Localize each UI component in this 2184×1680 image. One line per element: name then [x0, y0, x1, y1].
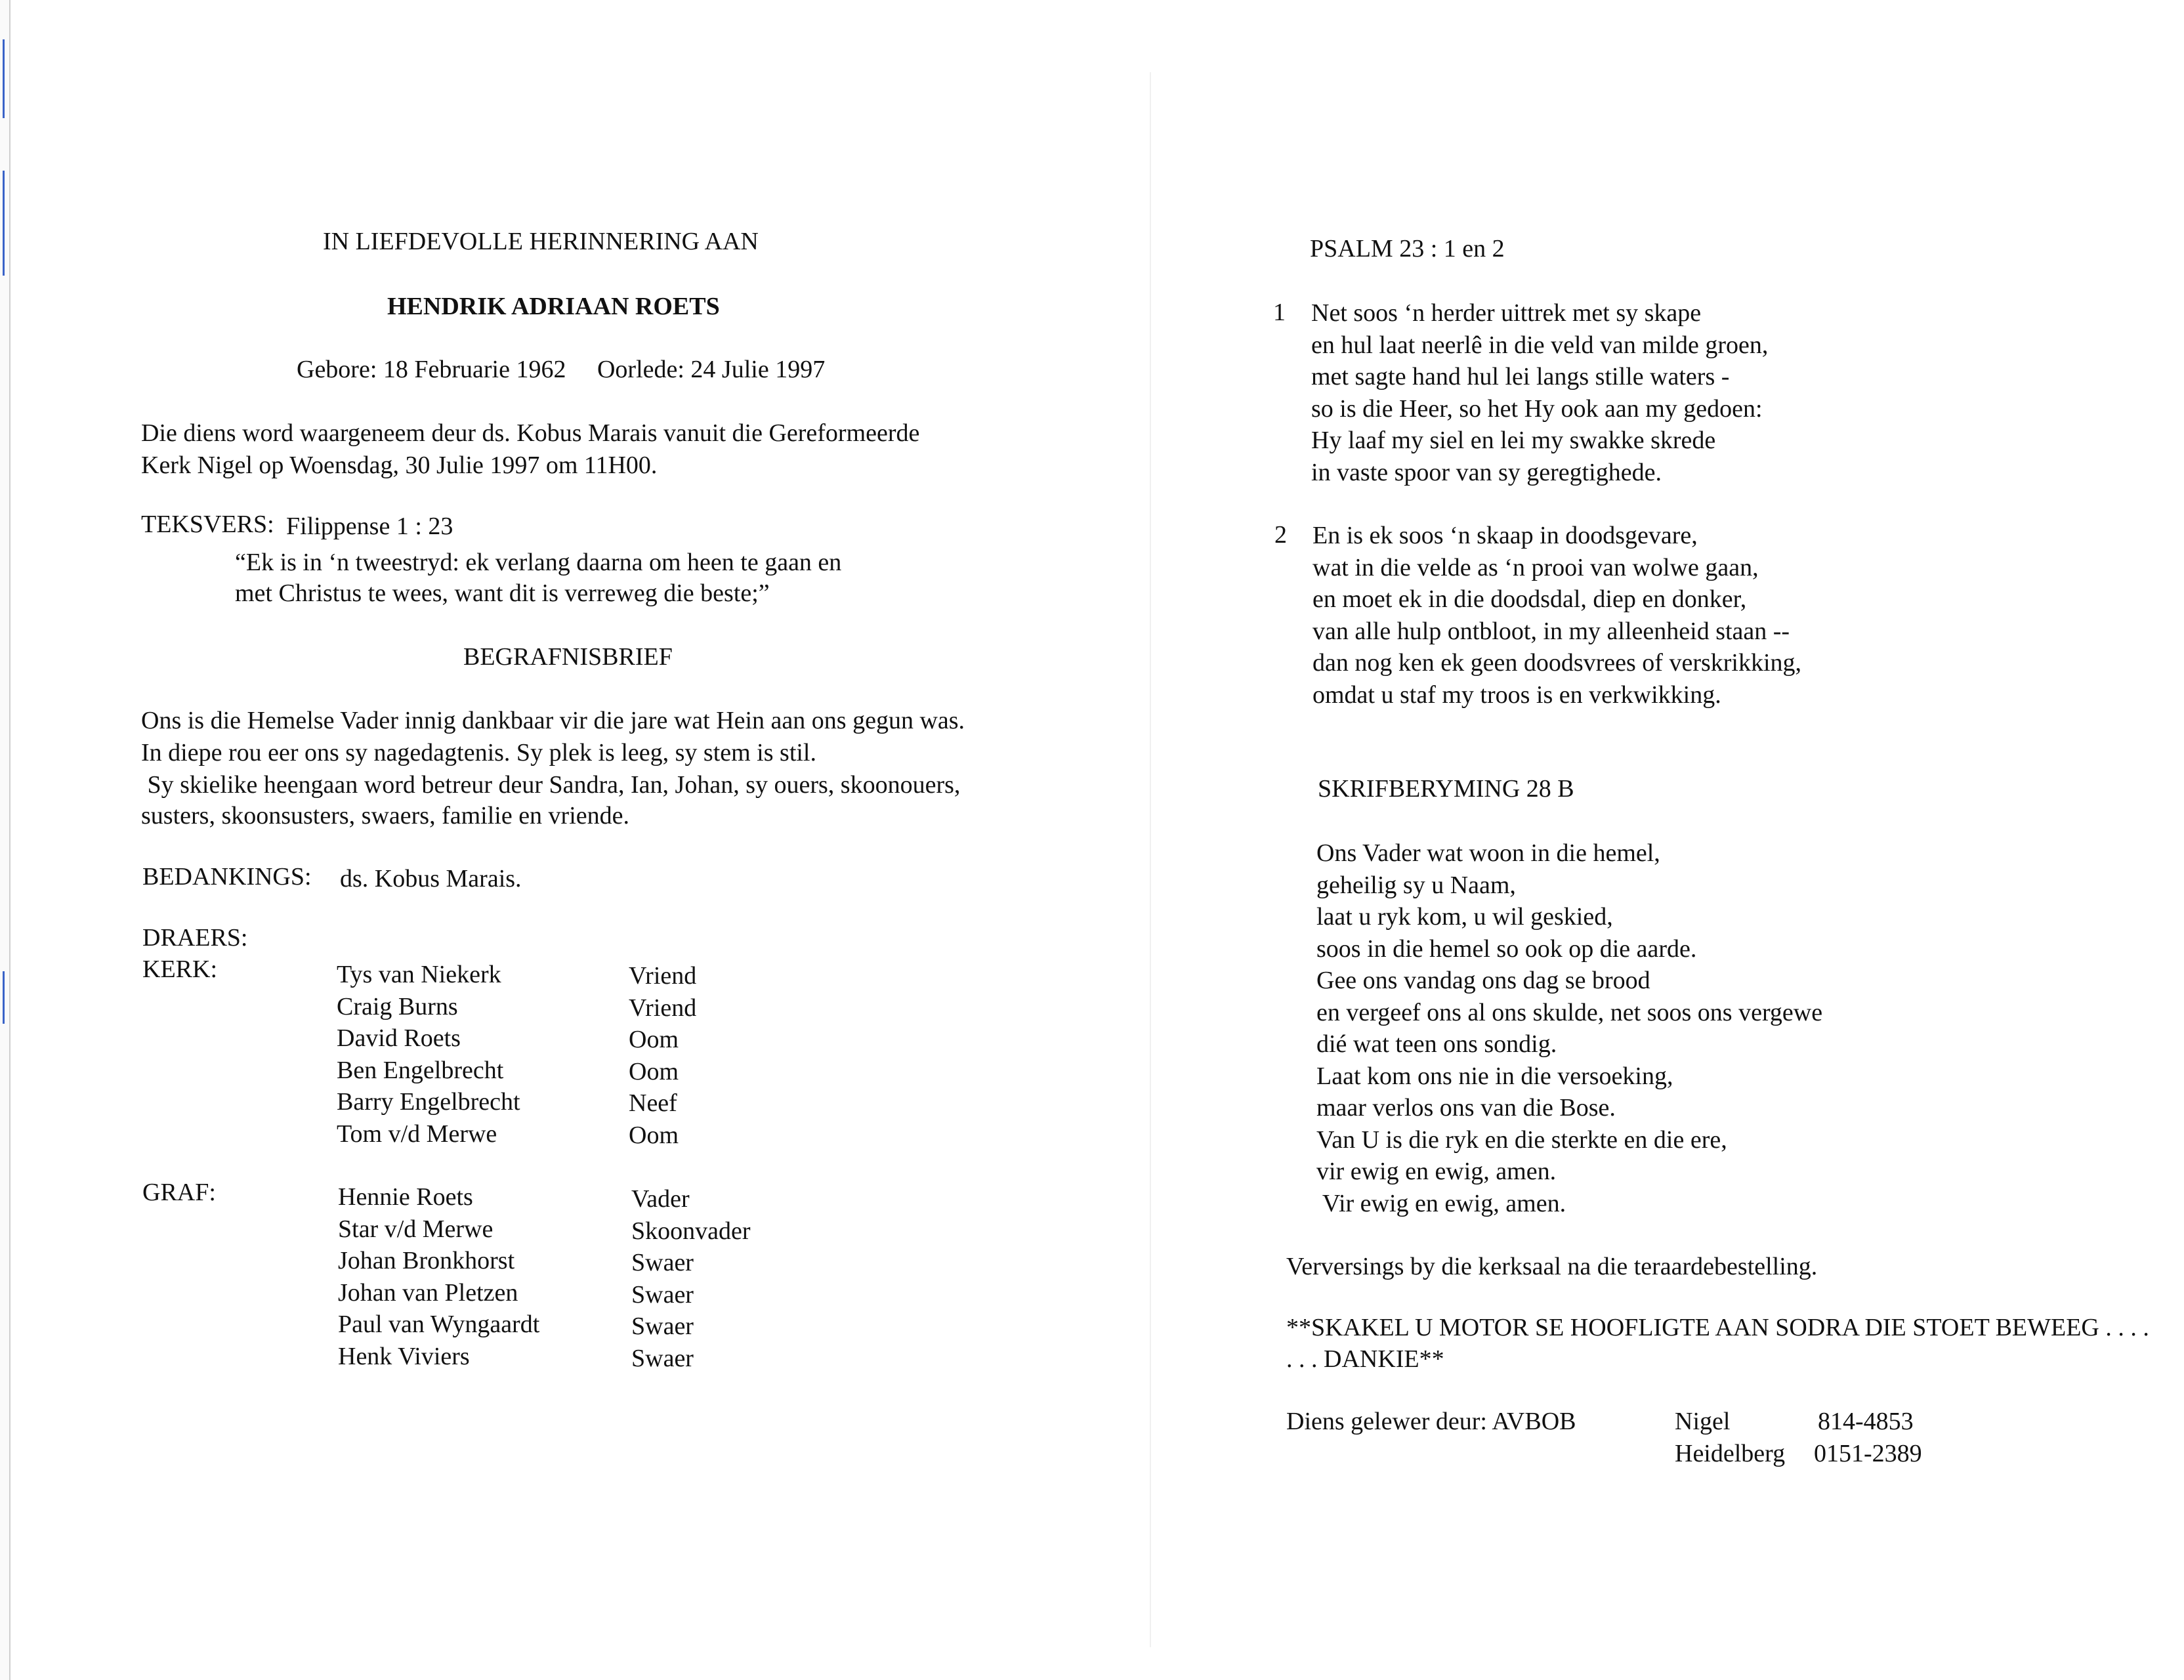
verse-line: en moet ek in die doodsdal, diep en donker,	[1312, 585, 1747, 613]
prayer-line: en vergeef ons al ons skulde, net soos ons vergewe	[1316, 998, 1823, 1026]
verse-line: dan nog ken ek geen doodsvrees of verskrikking,	[1312, 649, 1802, 677]
verse-line: Hy laaf my siel en lei my swakke skrede	[1311, 427, 1716, 454]
graf-relation: Swaer	[631, 1344, 694, 1372]
graf-relation: Swaer	[631, 1249, 694, 1276]
graf-name: Henk Viviers	[338, 1342, 470, 1370]
verse-1-number: 1	[1273, 299, 1286, 326]
kerk-relation: Oom	[629, 1026, 679, 1053]
kerk-relation: Vriend	[629, 994, 697, 1022]
diens-gelewer: Diens gelewer deur: AVBOB	[1286, 1408, 1576, 1435]
contact-phone: 0151-2389	[1814, 1440, 1922, 1467]
prayer-line: soos in die hemel so ook op die aarde.	[1316, 934, 1697, 963]
prayer-line: laat u ryk kom, u wil geskied,	[1316, 903, 1613, 931]
kerk-relation: Oom	[629, 1121, 679, 1149]
verse-line: omdat u staf my troos is en verkwikking.	[1312, 681, 1721, 709]
prayer-line: maar verlos ons van die Bose.	[1316, 1094, 1616, 1122]
prayer-line: Vir ewig en ewig, amen.	[1316, 1189, 1566, 1217]
verse-line: so is die Heer, so het Hy ook aan my gedoen:	[1311, 394, 1763, 423]
edge-ink-mark	[3, 171, 5, 276]
verse-line: in vaste spoor van sy geregtighede.	[1311, 458, 1662, 486]
begrafnisbrief-line-3: Sy skielike heengaan word betreur deur Sandra, Ian, Johan, sy ouers, skoonouers,	[141, 771, 961, 799]
draers-label: DRAERS:	[142, 924, 248, 952]
kerk-name: Barry Engelbrecht	[337, 1088, 520, 1116]
bedankings-label: BEDANKINGS:	[142, 863, 312, 891]
kerk-name: David Roets	[337, 1024, 461, 1052]
graf-name: Hennie Roets	[338, 1183, 473, 1211]
graf-relation: Vader	[631, 1185, 690, 1213]
skrifberyming-title: SKRIFBERYMING 28 B	[1318, 775, 1574, 803]
kerk-names	[337, 959, 520, 1150]
psalm-title: PSALM 23 : 1 en 2	[1310, 235, 1505, 262]
graf-relation: Swaer	[631, 1280, 694, 1309]
verse-line: van alle hulp ontbloot, in my alleenheid staan --	[1312, 617, 1790, 645]
graf-name: Johan van Pletzen	[338, 1278, 518, 1307]
service-line-1: Die diens word waargeneem deur ds. Kobus Marais vanuit die Gereformeerde	[141, 419, 920, 447]
kerk-name: Tys van Niekerk	[337, 961, 501, 988]
page-edge	[0, 0, 10, 1680]
bedankings-value: ds. Kobus Marais.	[340, 865, 522, 892]
kerk-label: KERK:	[142, 956, 217, 983]
service-line-2: Kerk Nigel op Woensdag, 30 Julie 1997 om 11H00.	[141, 452, 658, 479]
prayer-line: geheilig sy u Naam,	[1316, 871, 1516, 899]
graf-name: Star v/d Merwe	[338, 1215, 494, 1243]
teksvers-ref: Filippense 1 : 23	[286, 513, 453, 540]
prayer-line: dié wat teen ons sondig.	[1316, 1030, 1557, 1058]
edge-ink-mark	[3, 39, 5, 118]
begrafnisbrief-line-2: In diepe rou eer ons sy nagedagtenis. Sy plek is leeg, sy stem is stil.	[141, 739, 816, 766]
skakel-notice-2: . . . DANKIE**	[1286, 1345, 1444, 1373]
verse-2-number: 2	[1274, 521, 1287, 549]
graf-names	[338, 1181, 539, 1372]
graf-relations	[631, 1183, 751, 1374]
verse-line: wat in die velde as ‘n prooi van wolwe gaan,	[1312, 553, 1759, 581]
teksvers-quote-1: “Ek is in ‘n tweestryd: ek verlang daarna om heen te gaan en	[235, 549, 842, 576]
deceased-name: HENDRIK ADRIAAN ROETS	[387, 293, 720, 320]
memorial-heading: IN LIEFDEVOLLE HERINNERING AAN	[323, 228, 759, 255]
verse-line: En is ek soos ‘n skaap in doodsgevare,	[1312, 522, 1698, 549]
kerk-name: Craig Burns	[337, 992, 458, 1020]
contact-phone: 814-4853	[1818, 1408, 1914, 1435]
graf-relation: Swaer	[631, 1312, 694, 1340]
kerk-relation: Neef	[629, 1089, 677, 1117]
begrafnisbrief-line-1: Ons is die Hemelse Vader innig dankbaar vir die jare wat Hein aan ons gegun was.	[141, 707, 965, 734]
kerk-name: Tom v/d Merwe	[337, 1120, 497, 1148]
skakel-notice-1: **SKAKEL U MOTOR SE HOOFLIGTE AAN SODRA DIE STOET BEWEEG . . . .	[1286, 1314, 2149, 1341]
psalm-verse-2	[1312, 520, 1801, 711]
begrafnisbrief-line-4: susters, skoonsusters, swaers, familie en vriende.	[141, 802, 630, 830]
prayer-line: Gee ons vandag ons dag se brood	[1316, 967, 1650, 994]
prayer-line: Ons Vader wat woon in die hemel,	[1316, 839, 1660, 867]
contact-place: Nigel	[1675, 1408, 1731, 1435]
edge-ink-mark	[3, 971, 5, 1024]
verse-line: met sagte hand hul lei langs stille waters -	[1311, 363, 1730, 390]
kerk-relations	[629, 960, 696, 1151]
teksvers-quote-2: met Christus te wees, want dit is verreweg die beste;”	[235, 579, 770, 607]
contact-place: Heidelberg	[1675, 1440, 1786, 1467]
kerk-relation: Vriend	[629, 962, 697, 990]
graf-label: GRAF:	[142, 1179, 216, 1206]
teksvers-label: TEKSVERS:	[141, 511, 274, 538]
verse-line: Net soos ‘n herder uittrek met sy skape	[1311, 299, 1702, 327]
prayer-line: Laat kom ons nie in die versoeking,	[1316, 1062, 1673, 1090]
graf-name: Paul van Wyngaardt	[338, 1311, 540, 1338]
birth-death-dates: Gebore: 18 Februarie 1962 Oorlede: 24 Julie 1997	[297, 356, 826, 383]
verversings-note: Verversings by die kerksaal na die teraardebestelling.	[1286, 1253, 1818, 1280]
psalm-verse-1	[1311, 297, 1768, 488]
graf-relation: Skoonvader	[631, 1217, 751, 1245]
prayer-line: vir ewig en ewig, amen.	[1316, 1158, 1557, 1185]
begrafnisbrief-title: BEGRAFNISBRIEF	[463, 643, 673, 671]
graf-name: Johan Bronkhorst	[338, 1247, 515, 1274]
verse-line: en hul laat neerlê in die veld van milde groen,	[1311, 331, 1769, 359]
page-fold	[1150, 72, 1151, 1647]
skrifberyming-text	[1316, 837, 1822, 1219]
kerk-relation: Oom	[629, 1057, 679, 1085]
prayer-line: Van U is die ryk en die sterkte en die ere,	[1316, 1125, 1727, 1154]
kerk-name: Ben Engelbrecht	[337, 1056, 504, 1084]
